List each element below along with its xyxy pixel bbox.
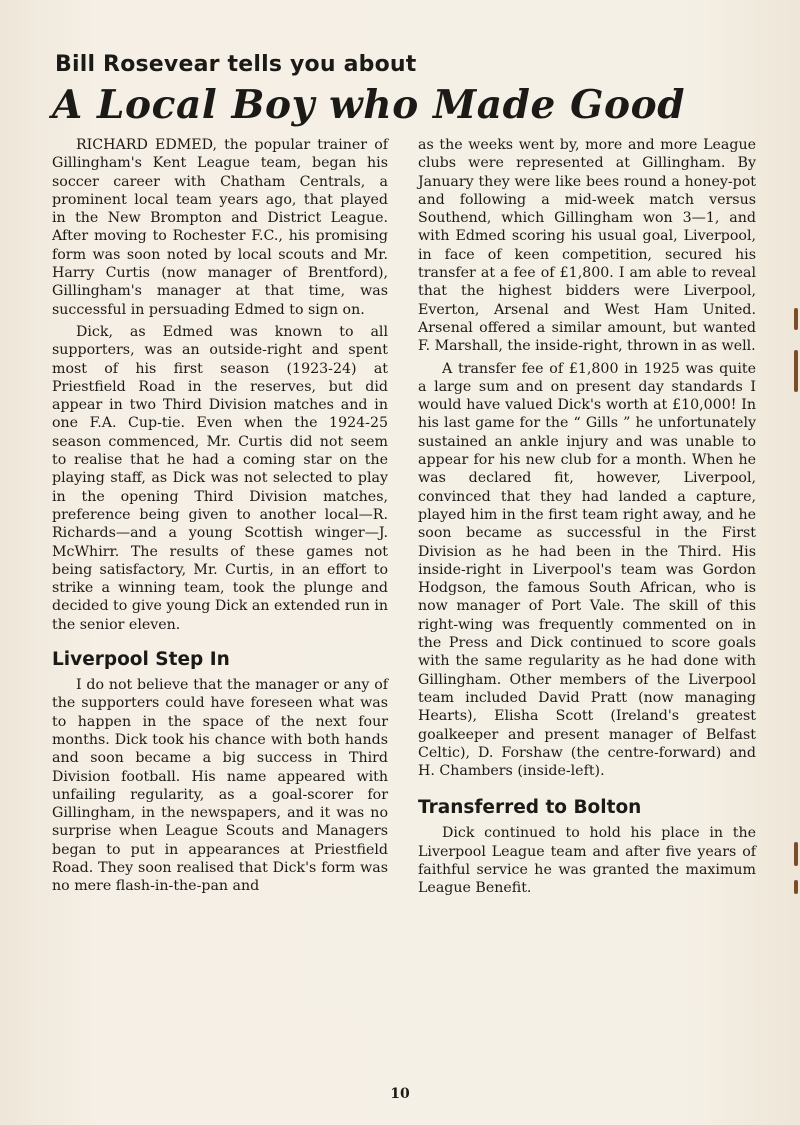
paragraph: as the weeks went by, more and more League clubs were represented at Gillingham. By January they were like bees round a honey-pot and following a mid-week match versus Southend, which Gillingham won 3—1, and with Edmed scoring his usual goal, Liverpool, in face of keen competition, secured his transfer at a fee of £1,800. I am able to reveal that the highest bidders were Liverpool, Everton, Arsenal and West Ham United. Arsenal offered a similar amount, but wanted F. Marshall, the inside-right, thrown in as well. [418,137,756,355]
page-number: 10 [390,1086,410,1102]
subheading-liverpool-step-in: Liverpool Step In [52,649,230,671]
article-title: A Local Boy who Made Good [52,82,686,128]
paragraph: Dick, as Edmed was known to all supporters, was an outside-right and spent most of his first season (1923-24) at Priestfield Road in the reserves, but did appear in two Third Division matches and in one F.A. Cup-tie. Even when the 1924-25 season commenced, Mr. Curtis did not seem to realise that he had a coming star on the playing staff, as Dick was not selected to play in the opening Third Division matches, preference being given to another local—R. Richards—and a young Scottish winger—J. McWhirr. The results of these games not being satisfactory, Mr. Curtis, in an effort to strike a winning team, took the plunge and decided to give young Dick an extended run in the senior eleven. [52,323,388,633]
paper-edge-mark [794,350,798,392]
article-kicker: Bill Rosevear tells you about [55,52,417,77]
paragraph: A transfer fee of £1,800 in 1925 was quite a large sum and on present day standards I would have valued Dick's worth at £10,000! In his last game for the “ Gills ” he unfortunately sustained an ankle injury and was unable to appear for his new club for a month. When he was declared fit, however, Liverpool, convinced that they had landed a capture, played him in the first team right away, and he soon became as successful in the First Division as he had been in the Third. His inside-right in Liverpool's team was Gordon Hodgson, the famous South African, who is now manager of Port Vale. The skill of this right-wing was frequently commented on in the Press and Dick continued to score goals with the same regularity as he had done with Gillingham. Other members of the Liverpool team included David Pratt (now managing Hearts), Elisha Scott (Ireland's greatest goalkeeper and present manager of Belfast Celtic), D. Forshaw (the centre-forward) and H. Chambers (inside-left). [418,360,756,780]
left-column [52,136,388,900]
subheading-transferred-to-bolton: Transferred to Bolton [418,797,642,819]
paragraph: RICHARD EDMED, the popular trainer of Gillingham's Kent League team, began his soccer career with Chatham Centrals, a prominent local team years ago, that played in the New Brompton and District League. After moving to Rochester F.C., his promising form was soon noted by local scouts and Mr. Harry Curtis (now manager of Brentford), Gillingham's manager at that time, was successful in persuading Edmed to sign on. [52,137,388,318]
right-column [418,136,756,902]
paragraph: Dick continued to hold his place in the Liverpool League team and after five years of faithful service he was granted the maximum League Benefit. [418,825,756,897]
paper-edge-mark [794,842,798,866]
paper-edge-mark [794,880,798,894]
paragraph: I do not believe that the manager or any of the supporters could have foreseen what was to happen in the space of the next four months. Dick took his chance with both hands and soon became a big success in Third Division football. His name appeared with unfailing regularity, as a goal-scorer for Gillingham, in the newspapers, and it was no surprise when League Scouts and Managers began to put in appearances at Priestfield Road. They soon realised that Dick's form was no mere flash-in-the-pan and [52,677,388,895]
paper-edge-mark [794,308,798,330]
